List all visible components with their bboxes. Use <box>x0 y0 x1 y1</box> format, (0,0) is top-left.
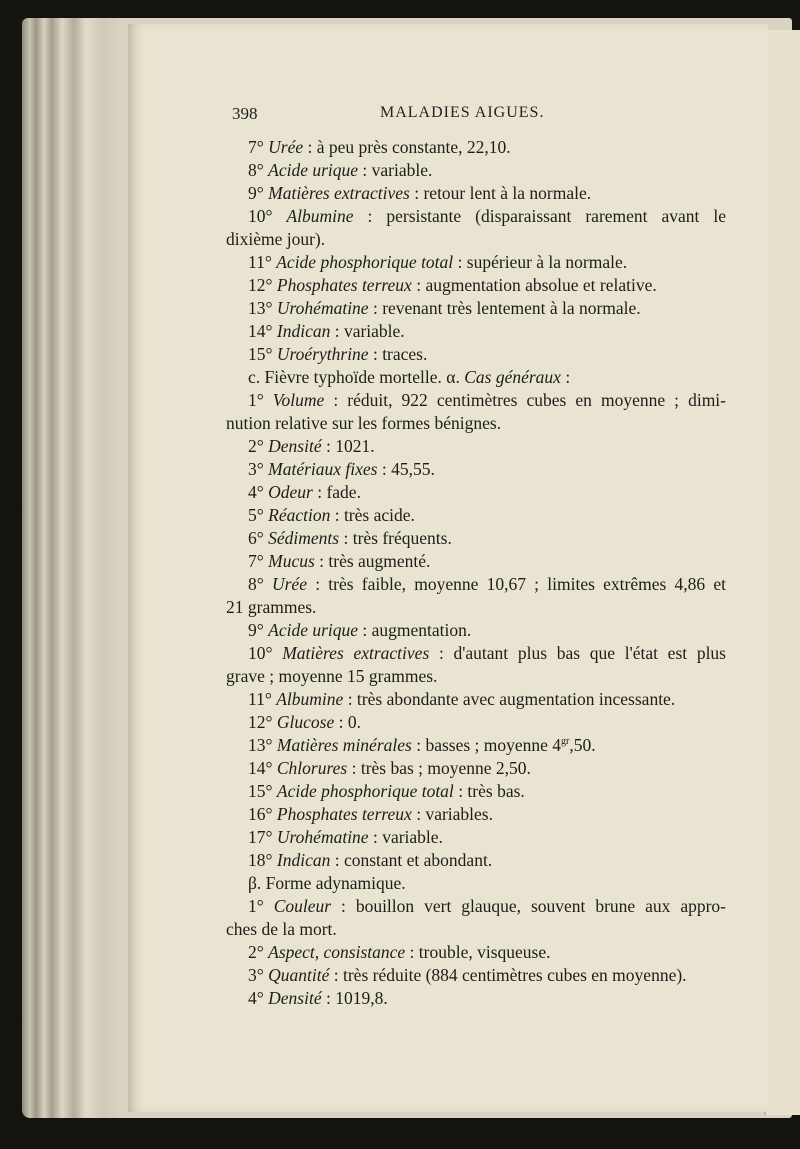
item-label: Volume <box>272 390 325 410</box>
item-label: Indican <box>276 321 331 341</box>
item-text: : trouble, visqueuse. <box>405 942 551 962</box>
text-line <box>226 596 726 619</box>
text-line <box>226 412 726 435</box>
facing-page-edge <box>764 30 800 1115</box>
item-label: Acide phosphorique total <box>276 781 454 801</box>
item-text: : 45,55. <box>377 459 435 479</box>
item-number: 10° <box>248 643 273 663</box>
page-number: 398 <box>232 104 258 123</box>
item-text: : très augmenté. <box>314 551 431 571</box>
text-line <box>226 251 726 274</box>
text-line <box>226 389 726 412</box>
text-line <box>226 642 726 665</box>
item-text: : variables. <box>411 804 493 824</box>
text-line <box>226 320 726 343</box>
item-number: 13° <box>248 298 273 318</box>
text-line <box>226 527 726 550</box>
text-line <box>226 872 726 895</box>
text-line <box>226 619 726 642</box>
line-continuation: grave ; moyenne 15 grammes. <box>226 666 438 686</box>
item-number: 8° <box>248 160 264 180</box>
item-number: 10° <box>248 206 273 226</box>
item-number: 4° <box>248 988 264 1008</box>
item-label: Réaction <box>268 505 331 525</box>
item-text: : très acide. <box>330 505 415 525</box>
item-label: Matières extractives <box>268 183 410 203</box>
item-label: Matières minérales <box>276 735 412 755</box>
item-text: : à peu près constante, 22,10. <box>303 137 511 157</box>
item-label: Acide phosphorique total <box>276 252 454 272</box>
text-line <box>226 895 726 918</box>
text-line <box>226 228 726 251</box>
item-text: : traces. <box>368 344 428 364</box>
text-line <box>226 987 726 1010</box>
item-text: : très faible, moyenne 10,67 ; limites extrêmes 4,86 et <box>306 574 727 594</box>
item-number: 16° <box>248 804 273 824</box>
item-label: Densité <box>268 436 322 456</box>
item-label: Acide urique <box>268 160 359 180</box>
item-text: : augmentation absolue et relative. <box>411 275 657 295</box>
item-text: : très fréquents. <box>339 528 452 548</box>
item-number: 7° <box>248 137 264 157</box>
item-text: Fièvre typhoïde mortelle. α. <box>264 367 460 387</box>
item-label: Phosphates terreux <box>276 804 412 824</box>
running-title: MALADIES AIGUES. <box>380 104 545 121</box>
item-number: 5° <box>248 505 264 525</box>
item-text: : 0. <box>334 712 361 732</box>
text-line <box>226 297 726 320</box>
text-line <box>226 734 726 757</box>
item-label: Matériaux fixes <box>268 459 378 479</box>
running-head <box>232 104 562 132</box>
text-line <box>226 435 726 458</box>
item-label: Phosphates terreux <box>276 275 412 295</box>
item-number: 14° <box>248 758 273 778</box>
item-number: 1° <box>248 896 264 916</box>
item-text: : bouillon vert glauque, souvent brune aux appro- <box>331 896 727 916</box>
item-number: 14° <box>248 321 273 341</box>
item-number: 6° <box>248 528 264 548</box>
text-line <box>226 757 726 780</box>
item-number: 7° <box>248 551 264 571</box>
item-number: 15° <box>248 344 273 364</box>
item-number: 4° <box>248 482 264 502</box>
item-number: 11° <box>248 689 272 709</box>
text-line <box>226 826 726 849</box>
item-text: : basses ; moyenne 4 <box>411 735 562 755</box>
line-continuation: dixième jour). <box>226 229 326 249</box>
item-text: : fade. <box>312 482 361 502</box>
item-number: 9° <box>248 183 264 203</box>
item-superscript: gr <box>561 736 570 748</box>
text-line <box>226 366 726 389</box>
item-text: : très abondante avec augmentation incessante. <box>343 689 676 709</box>
item-text: : réduit, 922 centimètres cubes en moyenne ; dimi- <box>324 390 726 410</box>
item-label: Densité <box>268 988 322 1008</box>
item-number: 17° <box>248 827 273 847</box>
item-number: 18° <box>248 850 273 870</box>
text-line <box>226 550 726 573</box>
item-label: Albumine <box>286 206 354 226</box>
item-label: Quantité <box>268 965 330 985</box>
text-line <box>226 274 726 297</box>
item-label: Acide urique <box>268 620 359 640</box>
item-number: 11° <box>248 252 272 272</box>
item-text: : constant et abondant. <box>330 850 493 870</box>
item-number: 3° <box>248 459 264 479</box>
item-number: β. <box>248 873 262 893</box>
text-line <box>226 504 726 527</box>
item-label: Chlorures <box>276 758 348 778</box>
item-number: c. <box>248 367 261 387</box>
item-number: 9° <box>248 620 264 640</box>
item-text: Forme adynamique. <box>265 873 406 893</box>
item-number: 2° <box>248 436 264 456</box>
line-continuation: nution relative sur les formes bénignes. <box>226 413 502 433</box>
item-label: Cas généraux <box>459 367 561 387</box>
item-number: 13° <box>248 735 273 755</box>
item-text-end: ,50. <box>569 735 596 755</box>
item-text: : variable. <box>368 827 443 847</box>
item-text: : 1019,8. <box>321 988 388 1008</box>
text-line <box>226 481 726 504</box>
item-label: Uroérythrine <box>276 344 369 364</box>
item-label: Indican <box>276 850 331 870</box>
item-text: : supérieur à la normale. <box>453 252 628 272</box>
item-text: : revenant très lentement à la normale. <box>368 298 641 318</box>
item-number: 15° <box>248 781 273 801</box>
item-label: Urohématine <box>276 298 369 318</box>
item-number: 12° <box>248 275 273 295</box>
text-line <box>226 918 726 941</box>
item-text: : très bas. <box>453 781 525 801</box>
item-text: : 1021. <box>321 436 375 456</box>
item-label: Urée <box>268 137 304 157</box>
item-text: : d'autant plus bas que l'état est plus <box>429 643 726 663</box>
item-label: Mucus <box>268 551 315 571</box>
item-number: 8° <box>248 574 264 594</box>
item-label: Sédiments <box>268 528 340 548</box>
line-continuation: ches de la mort. <box>226 919 337 939</box>
item-label: Couleur <box>273 896 332 916</box>
item-text: : très réduite (884 centimètres cubes en moyenne). <box>329 965 687 985</box>
item-number: 2° <box>248 942 264 962</box>
line-continuation: 21 grammes. <box>226 597 317 617</box>
item-label: Matières extractives <box>282 643 430 663</box>
text-line <box>226 205 726 228</box>
text-line <box>226 780 726 803</box>
text-line <box>226 159 726 182</box>
item-label: Glucose <box>276 712 335 732</box>
item-label: Aspect, consistance <box>268 942 406 962</box>
item-label: Urohématine <box>276 827 369 847</box>
text-line <box>226 964 726 987</box>
item-label: Albumine <box>276 689 344 709</box>
item-label: Urée <box>271 574 307 594</box>
item-text: : très bas ; moyenne 2,50. <box>347 758 531 778</box>
text-line <box>226 458 726 481</box>
item-number: 1° <box>248 390 264 410</box>
item-number: 3° <box>248 965 264 985</box>
text-line <box>226 665 726 688</box>
text-line <box>226 136 726 159</box>
item-text: : variable. <box>330 321 405 341</box>
item-text: : variable. <box>358 160 433 180</box>
text-line <box>226 941 726 964</box>
text-line <box>226 343 726 366</box>
text-line <box>226 803 726 826</box>
item-text: : retour lent à la normale. <box>409 183 592 203</box>
item-text: : persistante (disparaissant rarement avant le <box>353 206 726 226</box>
text-line <box>226 849 726 872</box>
item-text: : augmentation. <box>358 620 472 640</box>
text-line <box>226 182 726 205</box>
text-line <box>226 688 726 711</box>
text-line <box>226 711 726 734</box>
item-text-end: : <box>560 367 571 387</box>
text-line <box>226 573 726 596</box>
item-number: 12° <box>248 712 273 732</box>
body-text <box>226 136 726 1010</box>
item-label: Odeur <box>268 482 313 502</box>
